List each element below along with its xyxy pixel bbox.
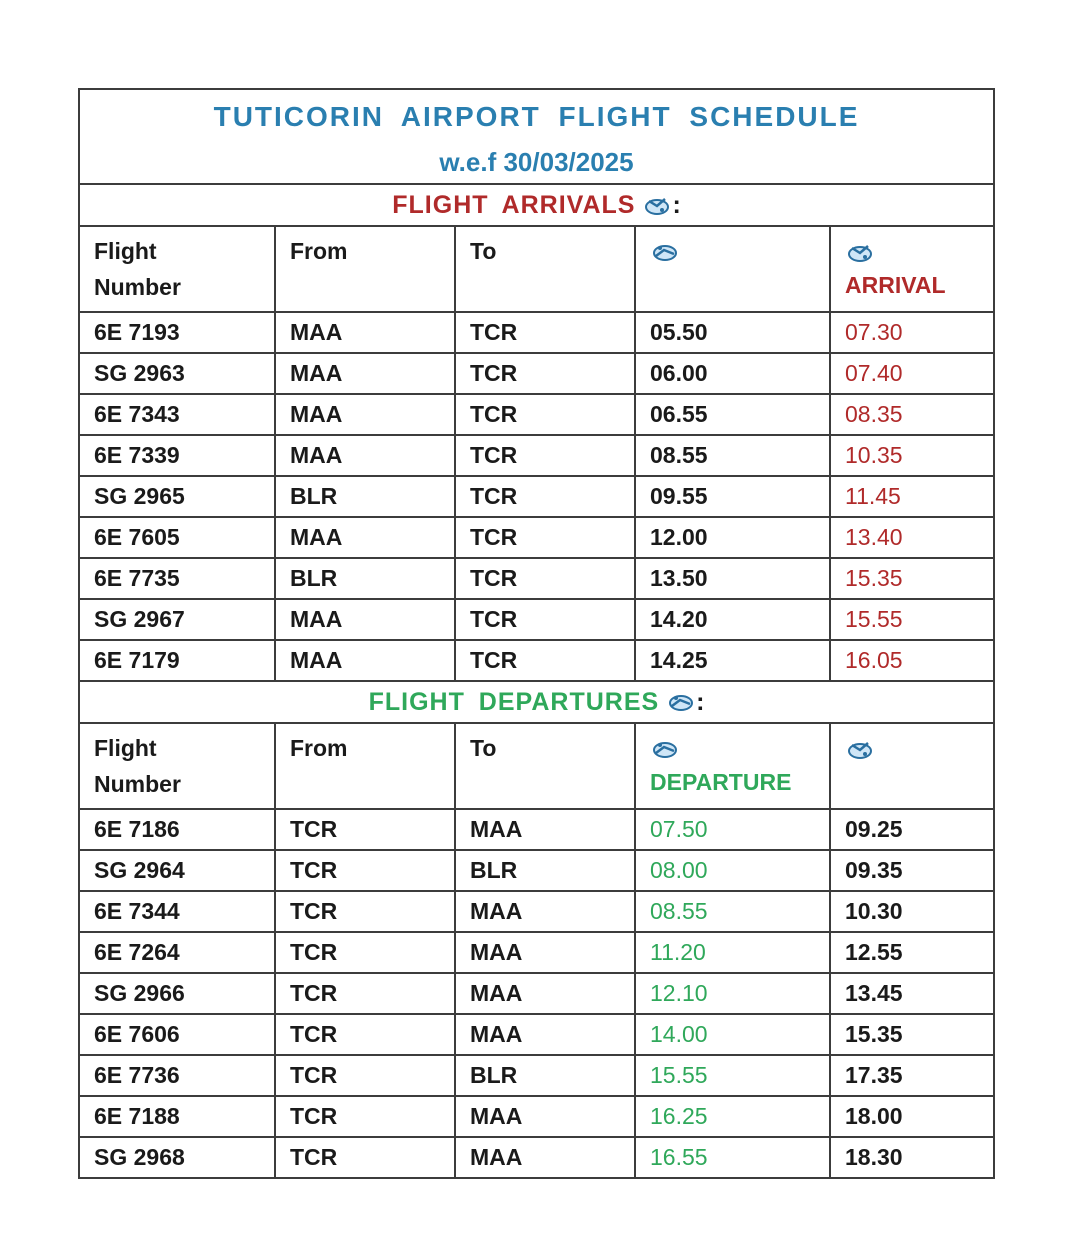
header-flight-number: Flight Number: [79, 226, 275, 312]
from-cell: MAA: [275, 599, 455, 640]
arrival-time-cell: 13.40: [830, 517, 994, 558]
to-cell: TCR: [455, 476, 635, 517]
arrival-time-cell: 09.25: [830, 809, 994, 850]
to-cell: MAA: [455, 1137, 635, 1178]
arrival-time-cell: 18.00: [830, 1096, 994, 1137]
arrival-time-cell: 17.35: [830, 1055, 994, 1096]
to-cell: TCR: [455, 435, 635, 476]
arrival-time-cell: 15.55: [830, 599, 994, 640]
to-cell: MAA: [455, 809, 635, 850]
arrivals-row: [79, 394, 994, 435]
flight-number-cell: SG 2966: [79, 973, 275, 1014]
header-from: From: [275, 723, 455, 809]
from-cell: TCR: [275, 809, 455, 850]
departures-row: [79, 891, 994, 932]
departure-time-cell: 08.55: [635, 891, 830, 932]
arrivals-row: [79, 435, 994, 476]
from-cell: MAA: [275, 312, 455, 353]
to-cell: BLR: [455, 850, 635, 891]
effective-date: w.e.f 30/03/2025: [439, 147, 634, 177]
departure-time-cell: 14.00: [635, 1014, 830, 1055]
departure-time-cell: 07.50: [635, 809, 830, 850]
to-cell: BLR: [455, 1055, 635, 1096]
arrivals-row: [79, 476, 994, 517]
departure-time-cell: 16.55: [635, 1137, 830, 1178]
arrivals-row: [79, 312, 994, 353]
to-cell: TCR: [455, 517, 635, 558]
departures-row: [79, 809, 994, 850]
schedule-table: [78, 88, 995, 1179]
to-cell: MAA: [455, 1096, 635, 1137]
from-cell: TCR: [275, 1137, 455, 1178]
landing-plane-icon: [845, 739, 875, 761]
flight-number-cell: 6E 7339: [79, 435, 275, 476]
from-cell: TCR: [275, 1096, 455, 1137]
header-to: To: [455, 723, 635, 809]
arrival-time-cell: 16.05: [830, 640, 994, 681]
flight-number-cell: SG 2964: [79, 850, 275, 891]
flight-number-cell: 6E 7605: [79, 517, 275, 558]
departure-time-cell: 14.20: [635, 599, 830, 640]
arrivals-section-header: [79, 184, 994, 226]
arrival-time-cell: 13.45: [830, 973, 994, 1014]
to-cell: TCR: [455, 394, 635, 435]
flight-number-cell: SG 2963: [79, 353, 275, 394]
arrivals-row: [79, 558, 994, 599]
to-cell: MAA: [455, 932, 635, 973]
to-cell: TCR: [455, 558, 635, 599]
departure-time-cell: 12.00: [635, 517, 830, 558]
departures-section-header: [79, 681, 994, 723]
flight-number-cell: SG 2967: [79, 599, 275, 640]
header-arrival-time: [830, 723, 994, 809]
arrivals-section-title: FLIGHT ARRIVALS: [392, 190, 636, 219]
from-cell: MAA: [275, 435, 455, 476]
arrival-time-cell: 15.35: [830, 1014, 994, 1055]
arrival-time-cell: 09.35: [830, 850, 994, 891]
flight-number-cell: SG 2965: [79, 476, 275, 517]
to-cell: TCR: [455, 353, 635, 394]
header-from: From: [275, 226, 455, 312]
arrival-time-cell: 10.30: [830, 891, 994, 932]
departures-row: [79, 1014, 994, 1055]
takeoff-plane-icon: [650, 242, 680, 264]
flight-number-cell: 6E 7736: [79, 1055, 275, 1096]
header-arrival-time: [830, 226, 994, 312]
takeoff-plane-icon: [666, 692, 696, 714]
arrivals-row: [79, 353, 994, 394]
from-cell: BLR: [275, 558, 455, 599]
to-cell: TCR: [455, 312, 635, 353]
departure-time-cell: 13.50: [635, 558, 830, 599]
to-cell: TCR: [455, 599, 635, 640]
departures-row: [79, 1137, 994, 1178]
flight-number-cell: 6E 7343: [79, 394, 275, 435]
departures-row: [79, 1055, 994, 1096]
departure-time-cell: 11.20: [635, 932, 830, 973]
departures-section-suffix: :: [696, 687, 705, 716]
page-title: TUTICORIN AIRPORT FLIGHT SCHEDULE: [213, 101, 860, 132]
departure-time-cell: 09.55: [635, 476, 830, 517]
from-cell: TCR: [275, 973, 455, 1014]
arrival-time-cell: 07.40: [830, 353, 994, 394]
landing-plane-icon: [642, 195, 672, 217]
from-cell: MAA: [275, 640, 455, 681]
from-cell: MAA: [275, 353, 455, 394]
arrival-time-cell: 07.30: [830, 312, 994, 353]
from-cell: TCR: [275, 850, 455, 891]
title-cell: [79, 89, 994, 184]
departure-time-cell: 06.00: [635, 353, 830, 394]
departure-time-cell: 15.55: [635, 1055, 830, 1096]
departures-header-row: [79, 723, 994, 809]
header-to: To: [455, 226, 635, 312]
arrivals-header-row: [79, 226, 994, 312]
arrival-time-cell: 15.35: [830, 558, 994, 599]
arrivals-row: [79, 640, 994, 681]
from-cell: TCR: [275, 1055, 455, 1096]
landing-plane-icon: [845, 242, 875, 264]
arrivals-row: [79, 517, 994, 558]
departures-row: [79, 973, 994, 1014]
arrival-time-cell: 10.35: [830, 435, 994, 476]
departure-time-cell: 06.55: [635, 394, 830, 435]
from-cell: MAA: [275, 394, 455, 435]
departures-section-title: FLIGHT DEPARTURES: [368, 687, 660, 716]
to-cell: MAA: [455, 891, 635, 932]
departure-label: DEPARTURE: [650, 769, 792, 795]
flight-number-cell: 6E 7606: [79, 1014, 275, 1055]
from-cell: BLR: [275, 476, 455, 517]
departures-row: [79, 932, 994, 973]
takeoff-plane-icon: [650, 739, 680, 761]
departure-time-cell: 14.25: [635, 640, 830, 681]
flight-number-cell: 6E 7186: [79, 809, 275, 850]
to-cell: MAA: [455, 1014, 635, 1055]
header-flight-number: Flight Number: [79, 723, 275, 809]
flight-number-cell: SG 2968: [79, 1137, 275, 1178]
departures-row: [79, 1096, 994, 1137]
arrival-label: ARRIVAL: [845, 272, 946, 298]
from-cell: TCR: [275, 1014, 455, 1055]
flight-number-cell: 6E 7735: [79, 558, 275, 599]
to-cell: MAA: [455, 973, 635, 1014]
arrival-time-cell: 11.45: [830, 476, 994, 517]
arrivals-row: [79, 599, 994, 640]
arrivals-section-suffix: :: [672, 190, 681, 219]
flight-number-cell: 6E 7193: [79, 312, 275, 353]
from-cell: TCR: [275, 891, 455, 932]
schedule-sheet: [78, 88, 993, 1179]
from-cell: TCR: [275, 932, 455, 973]
departure-time-cell: 12.10: [635, 973, 830, 1014]
header-departure-time: [635, 226, 830, 312]
header-departure-time: [635, 723, 830, 809]
flight-number-cell: 6E 7264: [79, 932, 275, 973]
departures-row: [79, 850, 994, 891]
departure-time-cell: 05.50: [635, 312, 830, 353]
departure-time-cell: 08.55: [635, 435, 830, 476]
departure-time-cell: 08.00: [635, 850, 830, 891]
arrival-time-cell: 08.35: [830, 394, 994, 435]
flight-number-cell: 6E 7179: [79, 640, 275, 681]
arrival-time-cell: 12.55: [830, 932, 994, 973]
from-cell: MAA: [275, 517, 455, 558]
departure-time-cell: 16.25: [635, 1096, 830, 1137]
to-cell: TCR: [455, 640, 635, 681]
arrival-time-cell: 18.30: [830, 1137, 994, 1178]
flight-number-cell: 6E 7344: [79, 891, 275, 932]
flight-number-cell: 6E 7188: [79, 1096, 275, 1137]
